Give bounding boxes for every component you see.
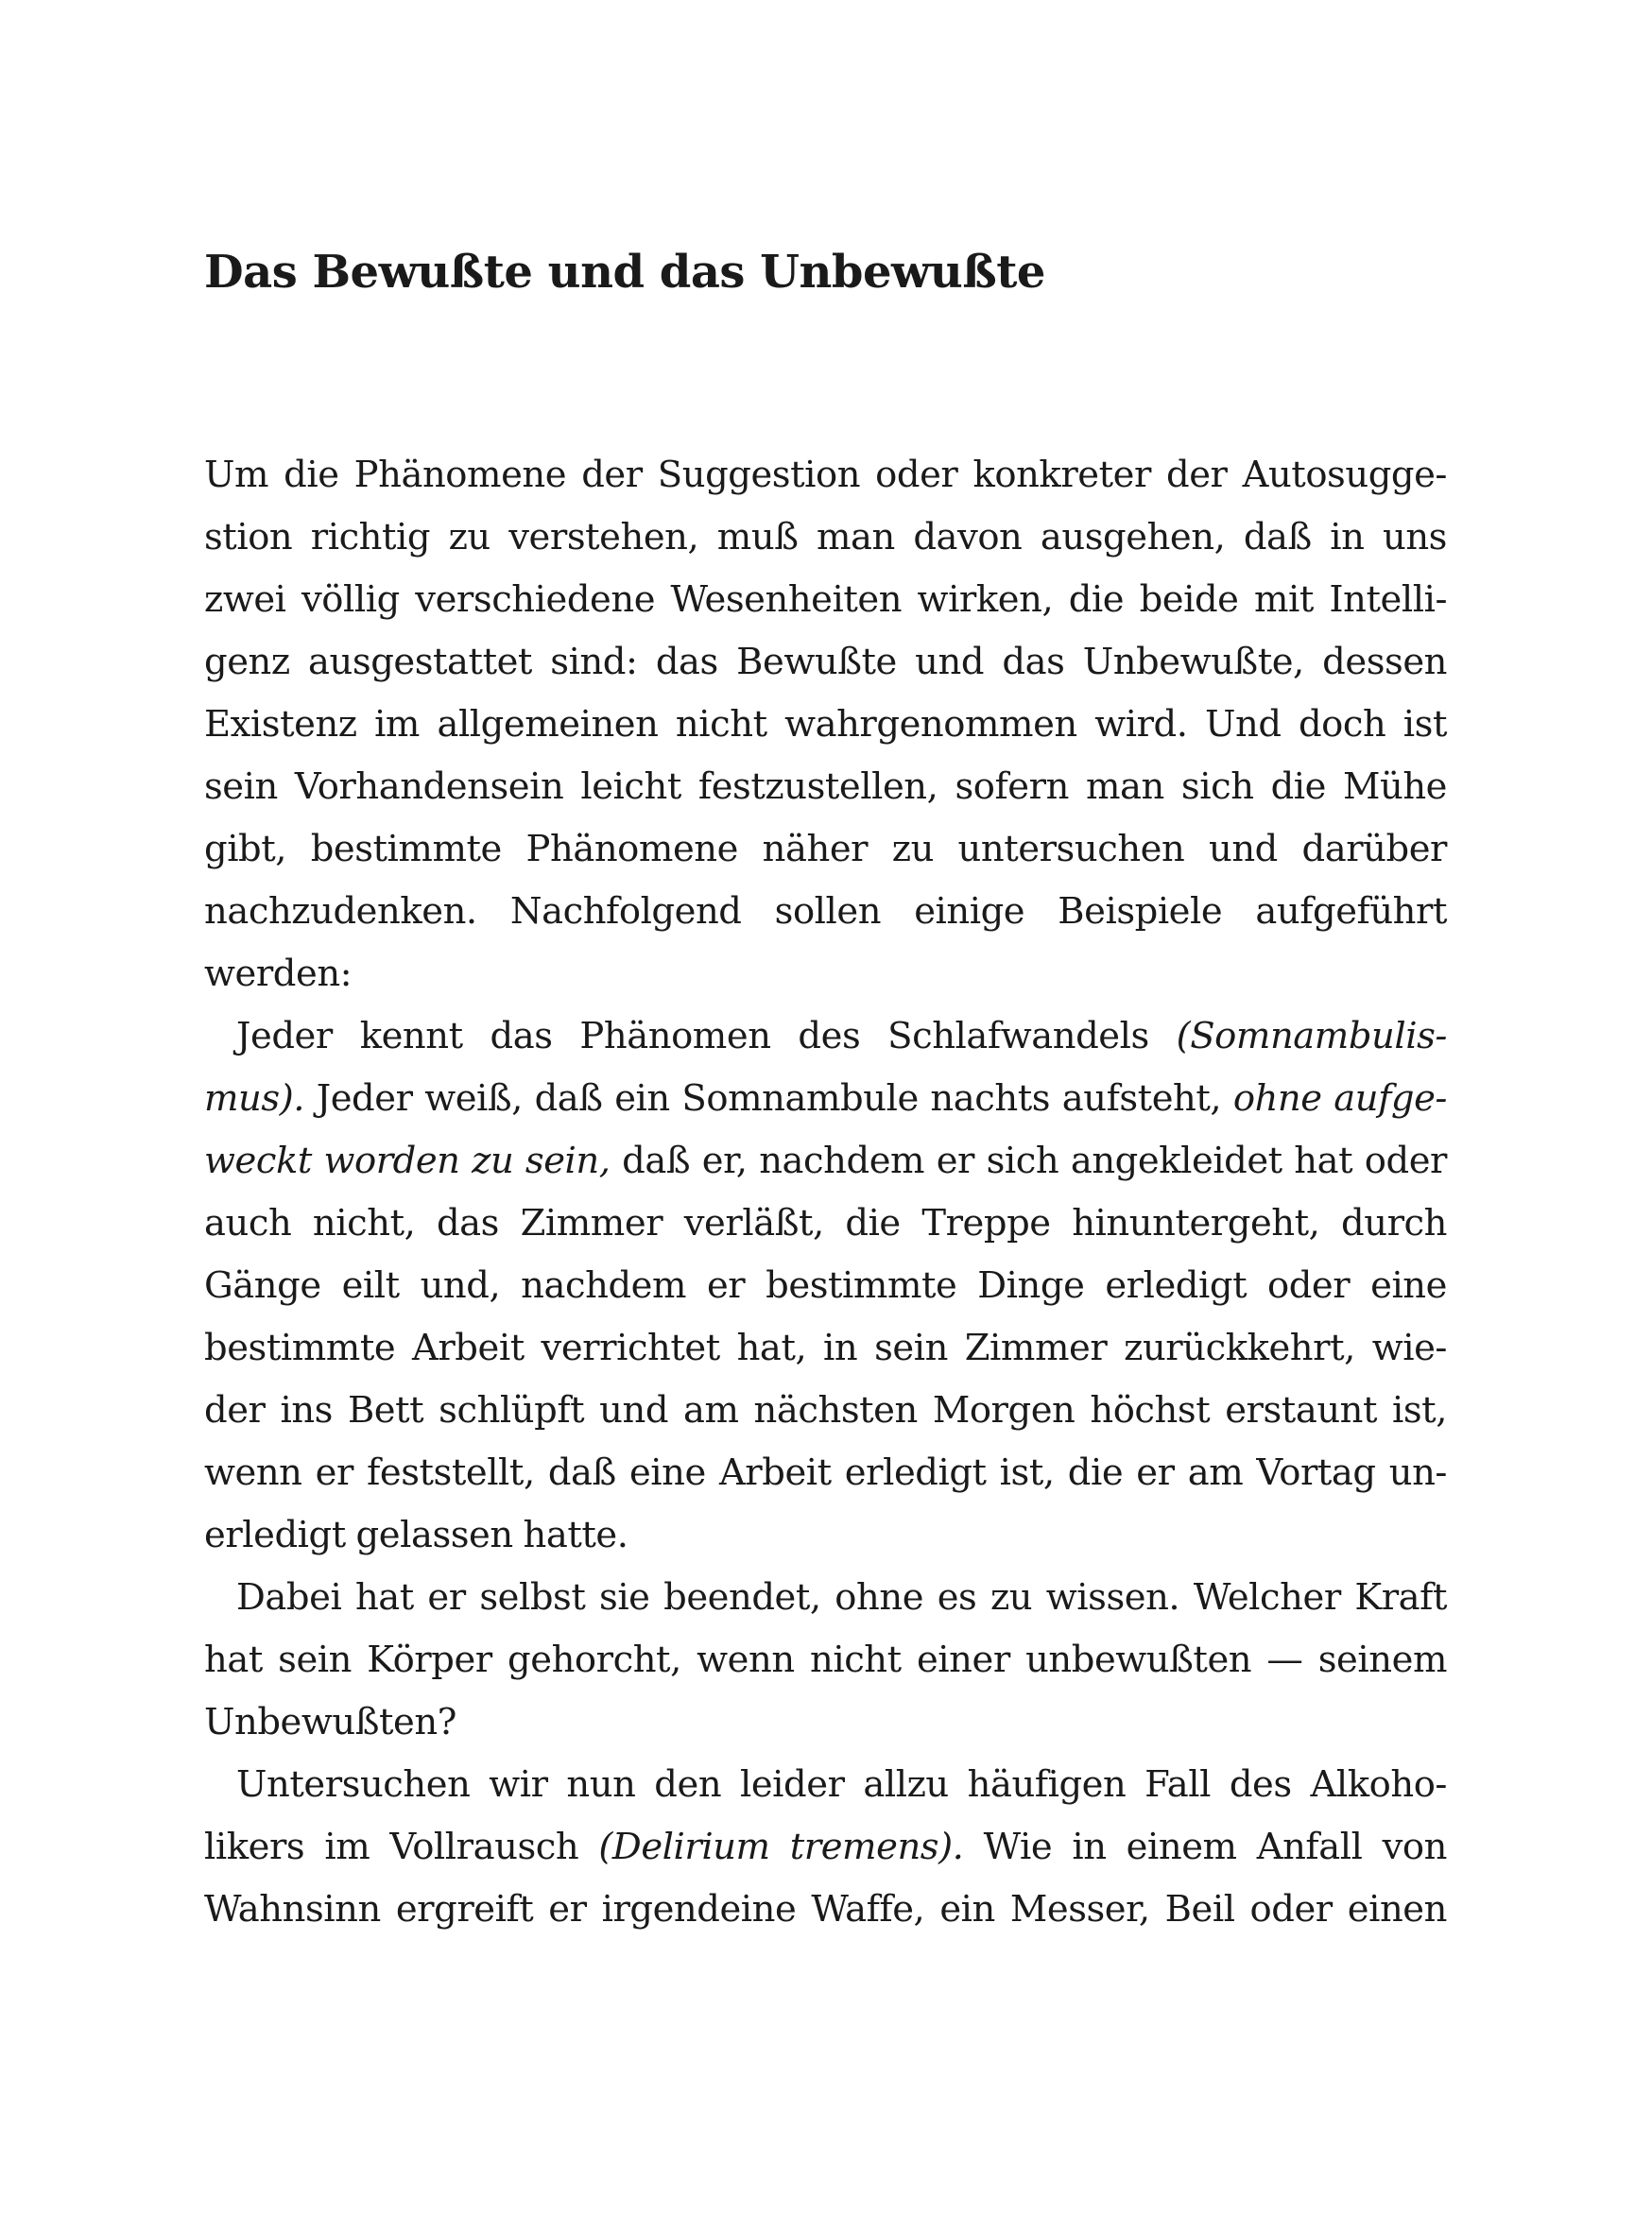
text-run: zwei völlig verschiedene Wesenheiten wirken, die beide mit Intelli- bbox=[204, 578, 1447, 621]
text-run: Gänge eilt und, nachdem er bestimmte Dinge erledigt oder eine bbox=[204, 1264, 1447, 1307]
text-line bbox=[204, 943, 1447, 1005]
text-run: werden: bbox=[204, 953, 353, 995]
text-line bbox=[204, 1442, 1447, 1504]
body-text bbox=[204, 444, 1447, 1941]
text-run: Wahnsinn ergreift er irgendeine Waffe, ein Messer, Beil oder einen bbox=[204, 1888, 1447, 1931]
text-run: bestimmte Arbeit verrichtet hat, in sein Zimmer zurückkehrt, wie- bbox=[204, 1327, 1447, 1369]
italic-text: (Delirium tremens). bbox=[598, 1826, 964, 1868]
text-run: Untersuchen wir nun den leider allzu häufigen Fall des Alkoho- bbox=[236, 1763, 1447, 1806]
text-line bbox=[204, 818, 1447, 881]
text-run: wenn er feststellt, daß eine Arbeit erledigt ist, die er am Vortag un- bbox=[204, 1451, 1447, 1494]
text-run: Um die Phänomene der Suggestion oder konkreter der Autosugge- bbox=[204, 454, 1447, 496]
text-line bbox=[204, 1317, 1447, 1380]
text-line bbox=[204, 1193, 1447, 1255]
text-line bbox=[204, 1005, 1447, 1068]
text-run: hat sein Körper gehorcht, wenn nicht einer unbewußten — seinem bbox=[204, 1639, 1447, 1681]
text-run: daß er, nachdem er sich angekleidet hat oder bbox=[610, 1140, 1447, 1182]
text-line bbox=[204, 1567, 1447, 1629]
text-run: gibt, bestimmte Phänomene näher zu untersuchen und darüber bbox=[204, 828, 1447, 870]
text-line bbox=[204, 881, 1447, 943]
text-line bbox=[204, 1879, 1447, 1941]
text-line bbox=[204, 694, 1447, 756]
text-run: Existenz im allgemeinen nicht wahrgenommen wird. Und doch ist bbox=[204, 703, 1447, 746]
text-run: Wie in einem Anfall von bbox=[963, 1826, 1447, 1868]
text-line bbox=[204, 631, 1447, 694]
text-line bbox=[204, 1380, 1447, 1442]
text-run: Unbewußten? bbox=[204, 1701, 456, 1743]
text-line bbox=[204, 1691, 1447, 1754]
text-run: Jeder kennt das Phänomen des Schlafwandels bbox=[236, 1015, 1177, 1057]
text-line bbox=[204, 1255, 1447, 1317]
text-run: der ins Bett schlüpft und am nächsten Morgen höchst erstaunt ist, bbox=[204, 1389, 1447, 1432]
text-run: auch nicht, das Zimmer verläßt, die Treppe hinuntergeht, durch bbox=[204, 1202, 1447, 1245]
book-page bbox=[204, 0, 1447, 2232]
text-run: likers im Vollrausch bbox=[204, 1826, 599, 1868]
text-line bbox=[204, 1130, 1447, 1193]
text-line bbox=[204, 569, 1447, 631]
italic-text: ohne aufge- bbox=[1232, 1077, 1447, 1120]
text-run: Dabei hat er selbst sie beendet, ohne es zu wissen. Welcher Kraft bbox=[236, 1576, 1447, 1619]
chapter-heading: Das Bewußte und das Unbewußte bbox=[204, 246, 1045, 299]
text-line bbox=[204, 1504, 1447, 1567]
text-run: genz ausgestattet sind: das Bewußte und das Unbewußte, dessen bbox=[204, 641, 1447, 683]
text-line bbox=[204, 1068, 1447, 1130]
text-run: Jeder weiß, daß ein Somnambule nachts aufsteht, bbox=[304, 1077, 1233, 1120]
italic-text: (Somnambulis- bbox=[1176, 1015, 1447, 1057]
text-run: nachzudenken. Nachfolgend sollen einige Beispiele aufgeführt bbox=[204, 890, 1447, 933]
text-line bbox=[204, 1754, 1447, 1816]
text-line bbox=[204, 444, 1447, 506]
text-line bbox=[204, 756, 1447, 818]
italic-text: mus). bbox=[204, 1077, 305, 1120]
text-run: erledigt gelassen hatte. bbox=[204, 1514, 628, 1556]
text-run: stion richtig zu verstehen, muß man davon ausgehen, daß in uns bbox=[204, 516, 1447, 558]
text-run: sein Vorhandensein leicht festzustellen, sofern man sich die Mühe bbox=[204, 765, 1447, 808]
text-line bbox=[204, 506, 1447, 569]
italic-text: weckt worden zu sein, bbox=[204, 1140, 611, 1182]
text-line bbox=[204, 1816, 1447, 1879]
text-line bbox=[204, 1629, 1447, 1691]
